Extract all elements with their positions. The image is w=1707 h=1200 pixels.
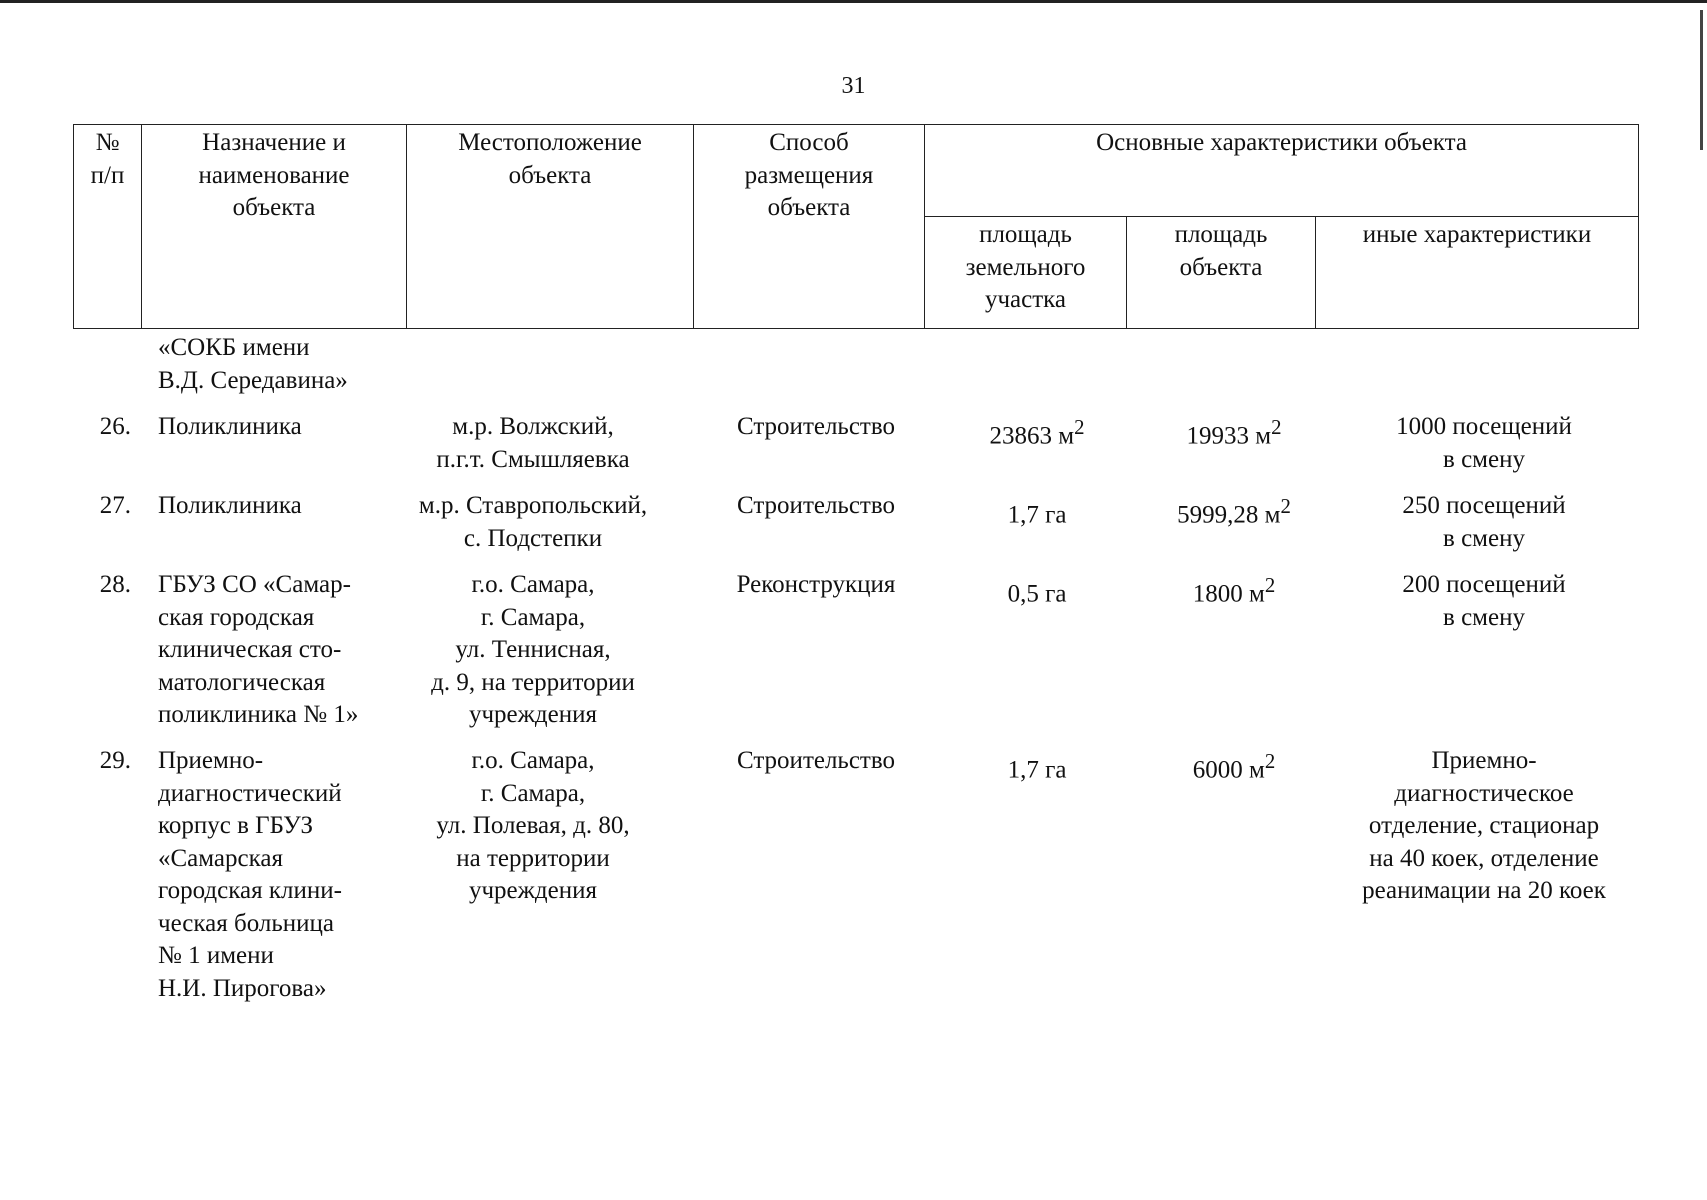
object-name: ГБУЗ СО «Самар- ская городская клиническая сто- матологическая поликлиника № 1» — [158, 571, 359, 728]
object-location: г.о. Самара, г. Самара, ул. Полевая, д. 80, на территории учреждения — [436, 747, 630, 904]
header-other: иные характеристики — [1316, 217, 1639, 329]
placement-method: Строительство — [736, 492, 895, 519]
object-area: 19933 $м^2$ — [1186, 415, 1282, 450]
other-characteristics: 1000 посещений в смену — [1396, 413, 1572, 473]
object-area: 1800 $м^2$ — [1192, 573, 1276, 608]
object-area: 5999,28 $м^2$ — [1177, 494, 1291, 529]
table-header — [73, 124, 1639, 329]
land-area: 0,5 га — [1007, 580, 1067, 608]
header-location: Местоположение объекта — [407, 125, 694, 329]
top-border-line — [0, 0, 1707, 3]
object-area: 6000 $м^2$ — [1192, 749, 1276, 784]
header-main-characteristics: Основные характеристики объекта — [925, 125, 1639, 217]
object-name: Поликлиника — [158, 413, 302, 440]
row-number: 26. — [99, 413, 131, 440]
placement-method: Реконструкция — [736, 571, 896, 598]
other-characteristics: Приемно- диагностическое отделение, стационар на 40 коек, отделение реанимации на 20 коек — [1362, 747, 1606, 904]
land-area: 23863 $м^2$ — [989, 415, 1085, 450]
placement-method: Строительство — [736, 747, 895, 774]
other-characteristics: 200 посещений в смену — [1402, 571, 1566, 631]
placement-method: Строительство — [736, 413, 895, 440]
page-number: 31 — [841, 73, 866, 99]
header-object-area: площадь объекта — [1127, 217, 1316, 329]
land-area: 1,7 га — [1007, 756, 1067, 784]
row-number: 29. — [99, 747, 131, 774]
row-number: 28. — [99, 571, 131, 598]
object-name: Приемно- диагностический корпус в ГБУЗ «Самарская городская клини- ческая больница № 1 имени Н.И. Пирогова» — [158, 747, 342, 1002]
row-number: 27. — [99, 492, 131, 519]
land-area: 1,7 га — [1007, 501, 1067, 529]
header-name: Назначение и наименование объекта — [142, 125, 407, 329]
continuation-name: «СОКБ имени В.Д. Середавина» — [158, 334, 348, 394]
object-location: м.р. Ставропольский, с. Подстепки — [418, 492, 648, 552]
other-characteristics: 250 посещений в смену — [1402, 492, 1566, 552]
header-land-area: площадь земельного участка — [925, 217, 1127, 329]
object-location: м.р. Волжский, п.г.т. Смышляевка — [436, 413, 630, 473]
object-name: Поликлиника — [158, 492, 302, 519]
header-method: Способ размещения объекта — [694, 125, 925, 329]
object-location: г.о. Самара, г. Самара, ул. Теннисная, д. 9, на территории учреждения — [431, 571, 635, 728]
header-num: № п/п — [74, 125, 142, 329]
